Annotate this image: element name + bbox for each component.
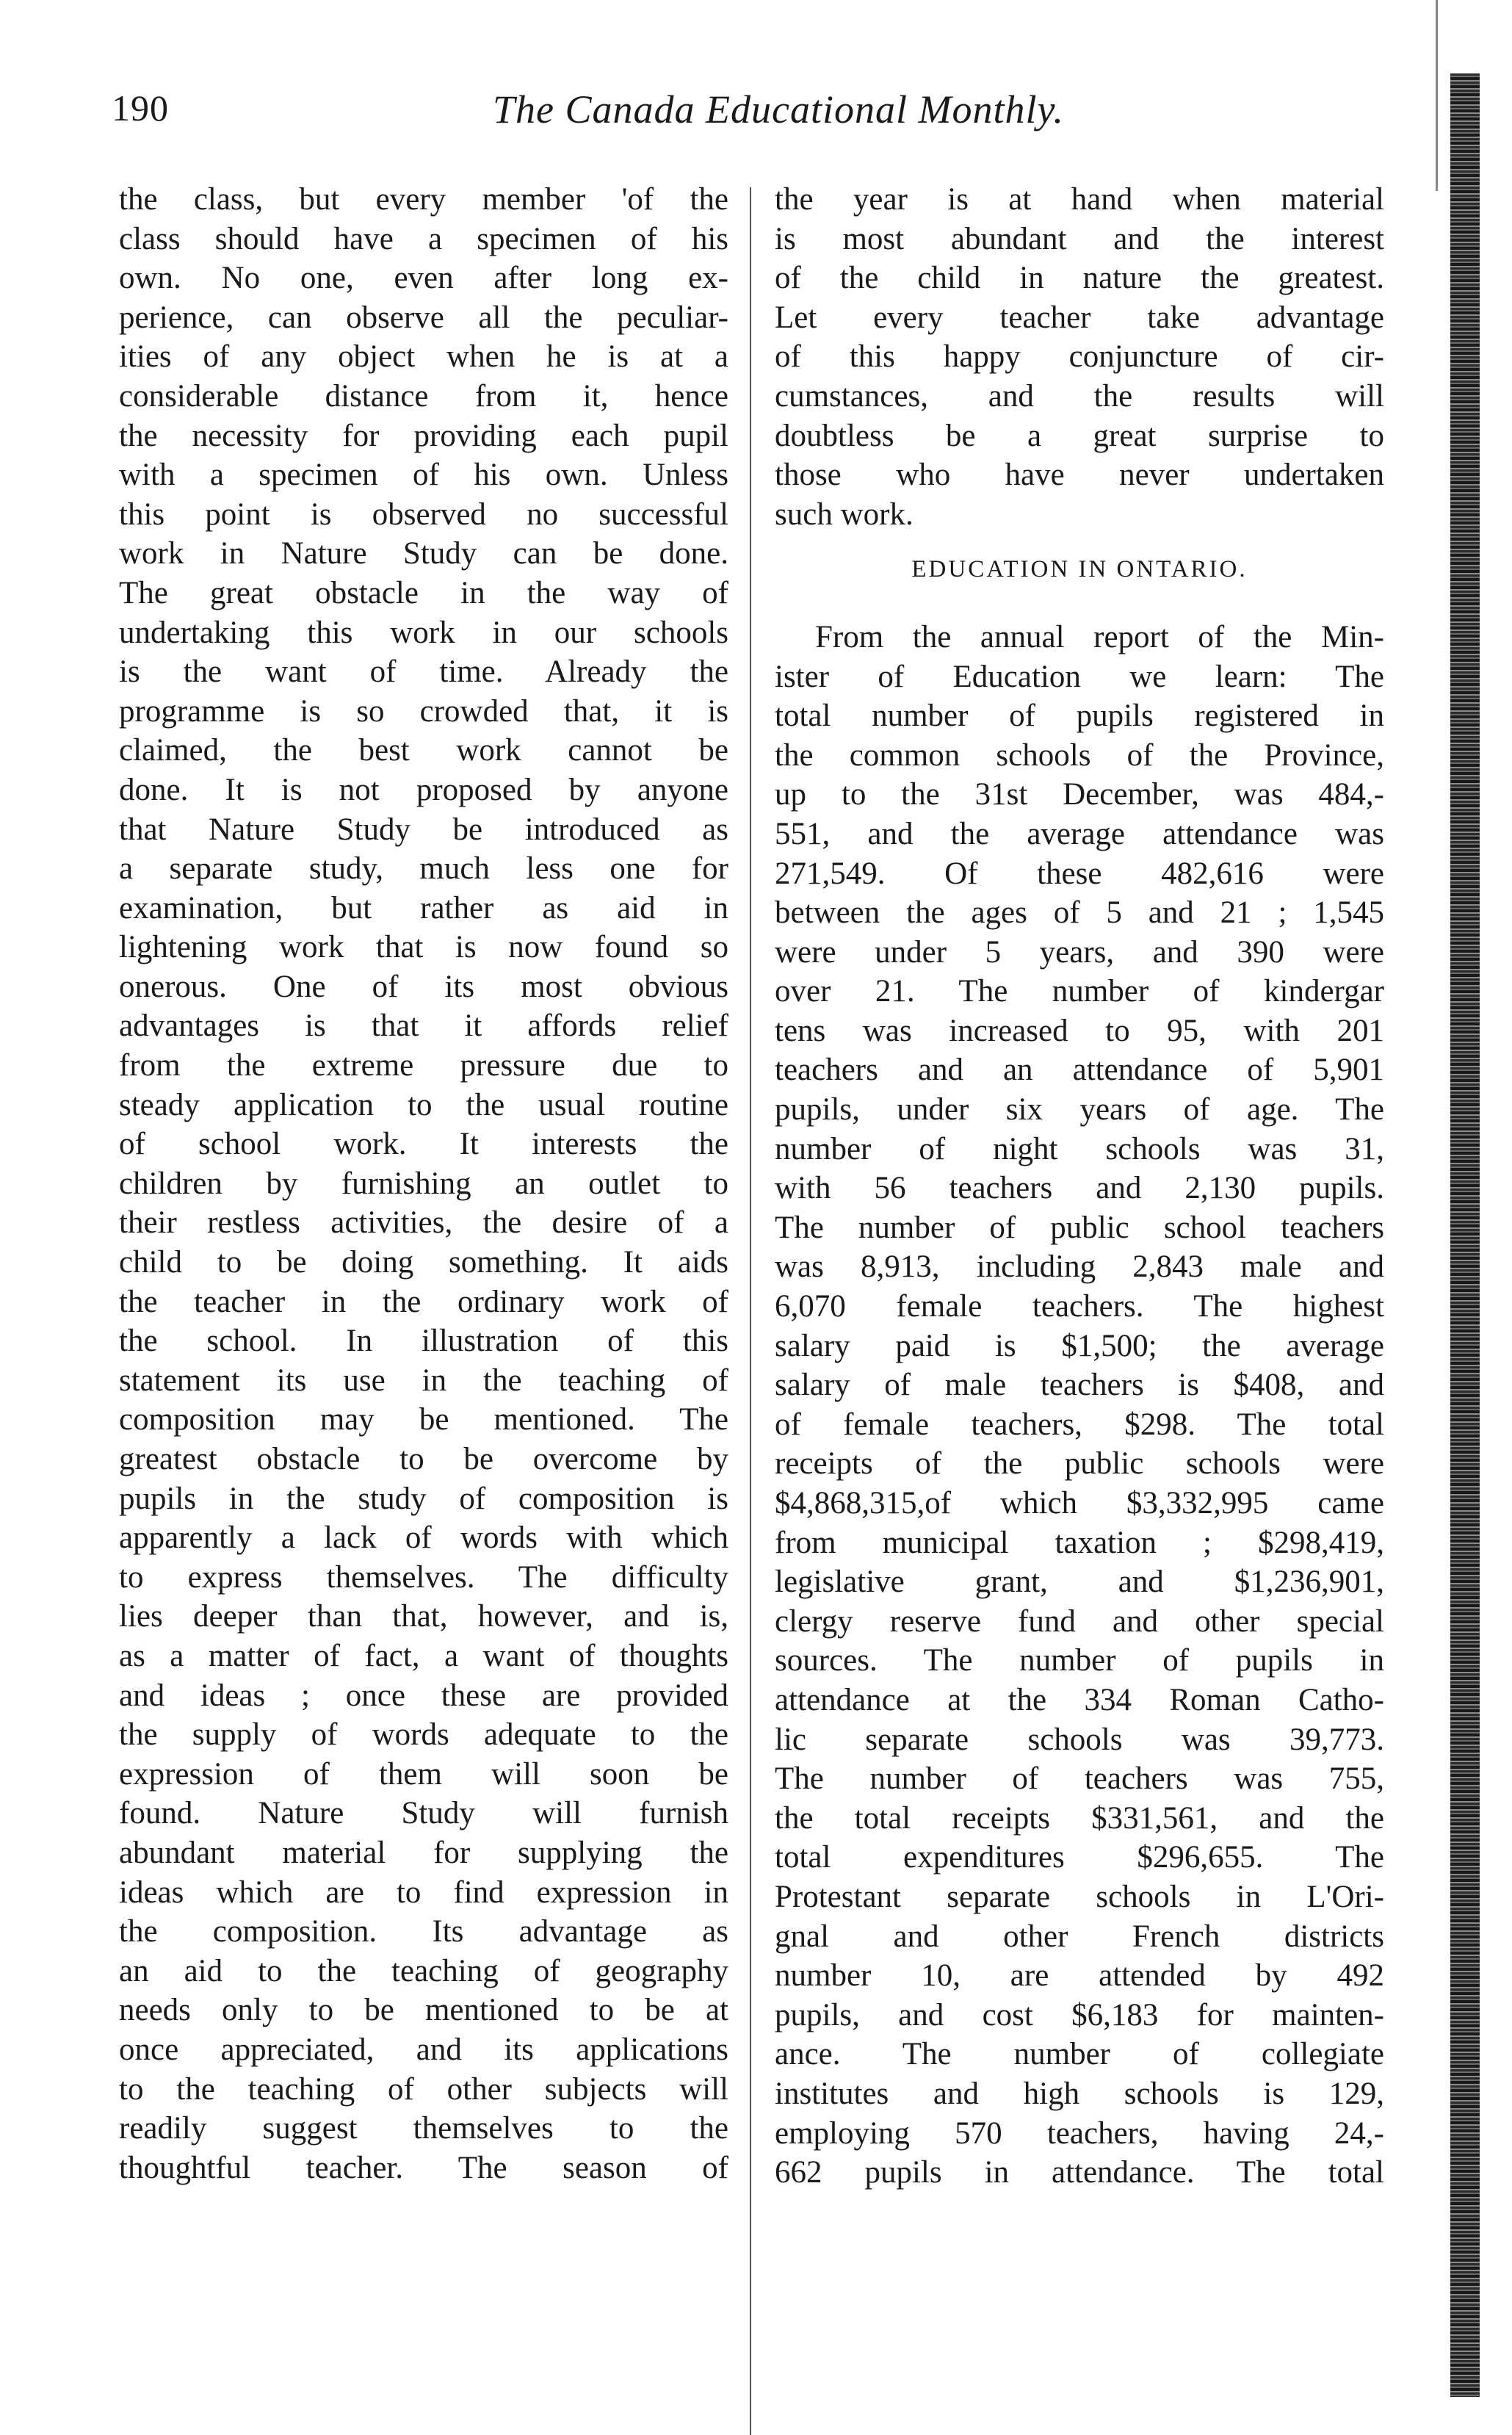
text-line: clergy reserve fund and other special	[775, 1604, 1384, 1639]
text-line: is most abundant and the interest	[775, 221, 1384, 256]
text-line: From the annual report of the Min-	[815, 619, 1384, 654]
text-line: expression of them will soon be	[119, 1756, 728, 1792]
text-line: the school. In illustration of this	[119, 1324, 728, 1359]
text-line: own. No one, even after long ex-	[119, 261, 728, 296]
section-heading: EDUCATION IN ONTARIO.	[911, 556, 1248, 583]
text-line: over 21. The number of kindergar	[775, 974, 1384, 1009]
text-line: the teacher in the ordinary work of	[119, 1284, 728, 1319]
text-line: from municipal taxation ; $298,419,	[775, 1525, 1384, 1560]
text-line: examination, but rather as aid in	[119, 890, 728, 926]
text-line: that Nature Study be introduced as	[119, 812, 728, 847]
text-line: to the teaching of other subjects will	[119, 2071, 728, 2107]
text-line: composition may be mentioned. The	[119, 1402, 728, 1437]
text-line: once appreciated, and its applications	[119, 2032, 728, 2067]
text-line: perience, can observe all the peculiar-	[119, 300, 728, 335]
text-line: lightening work that is now found so	[119, 930, 728, 965]
text-line: with 56 teachers and 2,130 pupils.	[775, 1171, 1384, 1206]
column-divider	[750, 187, 751, 2435]
text-line: the necessity for providing each pupil	[119, 418, 728, 453]
text-line: as a matter of fact, a want of thoughts	[119, 1638, 728, 1673]
text-line: thoughtful teacher. The season of	[119, 2150, 728, 2185]
text-line: the supply of words adequate to the	[119, 1717, 728, 1753]
text-line: 6,070 female teachers. The highest	[775, 1289, 1384, 1324]
text-line: Protestant separate schools in L'Ori-	[775, 1879, 1384, 1914]
text-line: a separate study, much less one for	[119, 851, 728, 887]
text-line: to express themselves. The difficulty	[119, 1559, 728, 1595]
text-line: readily suggest themselves to the	[119, 2111, 728, 2146]
text-line: class should have a specimen of his	[119, 221, 728, 256]
text-line: pupils, under six years of age. The	[775, 1092, 1384, 1128]
text-line: were under 5 years, and 390 were	[775, 934, 1384, 970]
text-line: the common schools of the Province,	[775, 737, 1384, 773]
text-line: ideas which are to find expression in	[119, 1875, 728, 1910]
text-line: work in Nature Study can be done.	[119, 536, 728, 571]
text-line: total number of pupils registered in	[775, 699, 1384, 734]
text-line: the composition. Its advantage as	[119, 1914, 728, 1949]
text-line: lic separate schools was 39,773.	[775, 1722, 1384, 1757]
text-line: total expenditures $296,655. The	[775, 1840, 1384, 1875]
text-line: number of night schools was 31,	[775, 1131, 1384, 1166]
text-line: tens was increased to 95, with 201	[775, 1013, 1384, 1048]
text-line: apparently a lack of words with which	[119, 1520, 728, 1556]
right-column-text-before-heading	[775, 180, 1384, 534]
text-line: of female teachers, $298. The total	[775, 1407, 1384, 1442]
text-line: gnal and other French districts	[775, 1919, 1384, 1954]
text-line: pupils in the study of composition is	[119, 1481, 728, 1516]
text-line: this point is observed no successful	[119, 497, 728, 532]
text-line: an aid to the teaching of geography	[119, 1953, 728, 1988]
text-line: statement its use in the teaching of	[119, 1363, 728, 1398]
text-line: their restless activities, the desire of a	[119, 1205, 728, 1241]
text-line: the year is at hand when material	[775, 182, 1384, 217]
text-line: up to the 31st December, was 484,-	[775, 777, 1384, 812]
text-line: cumstances, and the results will	[775, 378, 1384, 414]
text-line: found. Nature Study will furnish	[119, 1796, 728, 1831]
left-column	[119, 180, 728, 2187]
text-line: programme is so crowded that, it is	[119, 693, 728, 729]
text-line: done. It is not proposed by anyone	[119, 772, 728, 807]
text-line: from the extreme pressure due to	[119, 1048, 728, 1083]
text-line: ities of any object when he is at a	[119, 339, 728, 375]
book-binding-edge	[1450, 73, 1480, 2397]
text-line: institutes and high schools is 129,	[775, 2076, 1384, 2111]
text-line: The number of public school teachers	[775, 1210, 1384, 1245]
text-line: advantages is that it affords relief	[119, 1009, 728, 1044]
text-line: needs only to be mentioned to be at	[119, 1993, 728, 2028]
right-column-text-after-heading	[775, 618, 1384, 2193]
text-line: the total receipts $331,561, and the	[775, 1800, 1384, 1836]
text-line: $4,868,315,of which $3,332,995 came	[775, 1486, 1384, 1520]
text-line: such work.	[775, 497, 914, 532]
text-line: lies deeper than that, however, and is,	[119, 1599, 728, 1634]
text-line: legislative grant, and $1,236,901,	[775, 1565, 1384, 1600]
text-line: employing 570 teachers, having 24,-	[775, 2115, 1384, 2151]
text-line: salary paid is $1,500; the average	[775, 1328, 1384, 1363]
text-line: of school work. It interests the	[119, 1127, 728, 1162]
text-line: claimed, the best work cannot be	[119, 733, 728, 768]
text-line: child to be doing something. It aids	[119, 1245, 728, 1280]
text-line: pupils, and cost $6,183 for mainten-	[775, 1997, 1384, 2032]
text-line: with a specimen of his own. Unless	[119, 458, 728, 493]
text-line: 551, and the average attendance was	[775, 816, 1384, 851]
text-line: The number of teachers was 755,	[775, 1761, 1384, 1797]
text-line: was 8,913, including 2,843 male and	[775, 1249, 1384, 1285]
running-title: The Canada Educational Monthly.	[493, 87, 1064, 131]
text-line: teachers and an attendance of 5,901	[775, 1053, 1384, 1088]
text-line: receipts of the public schools were	[775, 1446, 1384, 1482]
text-line: undertaking this work in our schools	[119, 615, 728, 650]
text-line: between the ages of 5 and 21 ; 1,545	[775, 895, 1384, 931]
text-line: of the child in nature the greatest.	[775, 261, 1384, 296]
text-line: the class, but every member 'of the	[119, 182, 728, 217]
text-line: salary of male teachers is $408, and	[775, 1368, 1384, 1403]
text-line: ance. The number of collegiate	[775, 2037, 1384, 2072]
text-line: sources. The number of pupils in	[775, 1643, 1384, 1678]
text-line: considerable distance from it, hence	[119, 378, 728, 414]
text-line: number 10, are attended by 492	[775, 1958, 1384, 1994]
text-line: of this happy conjuncture of cir-	[775, 339, 1384, 375]
text-line: is the want of time. Already the	[119, 654, 728, 690]
text-line: 662 pupils in attendance. The total	[775, 2155, 1384, 2190]
text-line: children by furnishing an outlet to	[119, 1166, 728, 1201]
text-line: steady application to the usual routine	[119, 1087, 728, 1122]
right-column	[775, 180, 1384, 2193]
text-line: those who have never undertaken	[775, 458, 1384, 493]
text-line: and ideas ; once these are provided	[119, 1678, 728, 1713]
text-line: attendance at the 334 Roman Catho-	[775, 1682, 1384, 1717]
text-line: abundant material for supplying the	[119, 1835, 728, 1870]
text-line: The great obstacle in the way of	[119, 575, 728, 610]
text-line: 271,549. Of these 482,616 were	[775, 856, 1384, 891]
text-line: onerous. One of its most obvious	[119, 969, 728, 1004]
text-line: doubtless be a great surprise to	[775, 418, 1384, 453]
text-line: Let every teacher take advantage	[775, 300, 1384, 335]
page-number: 190	[112, 87, 169, 129]
text-line: greatest obstacle to be overcome by	[119, 1442, 728, 1476]
text-line: ister of Education we learn: The	[775, 659, 1384, 694]
page-edge-line	[1436, 0, 1438, 191]
